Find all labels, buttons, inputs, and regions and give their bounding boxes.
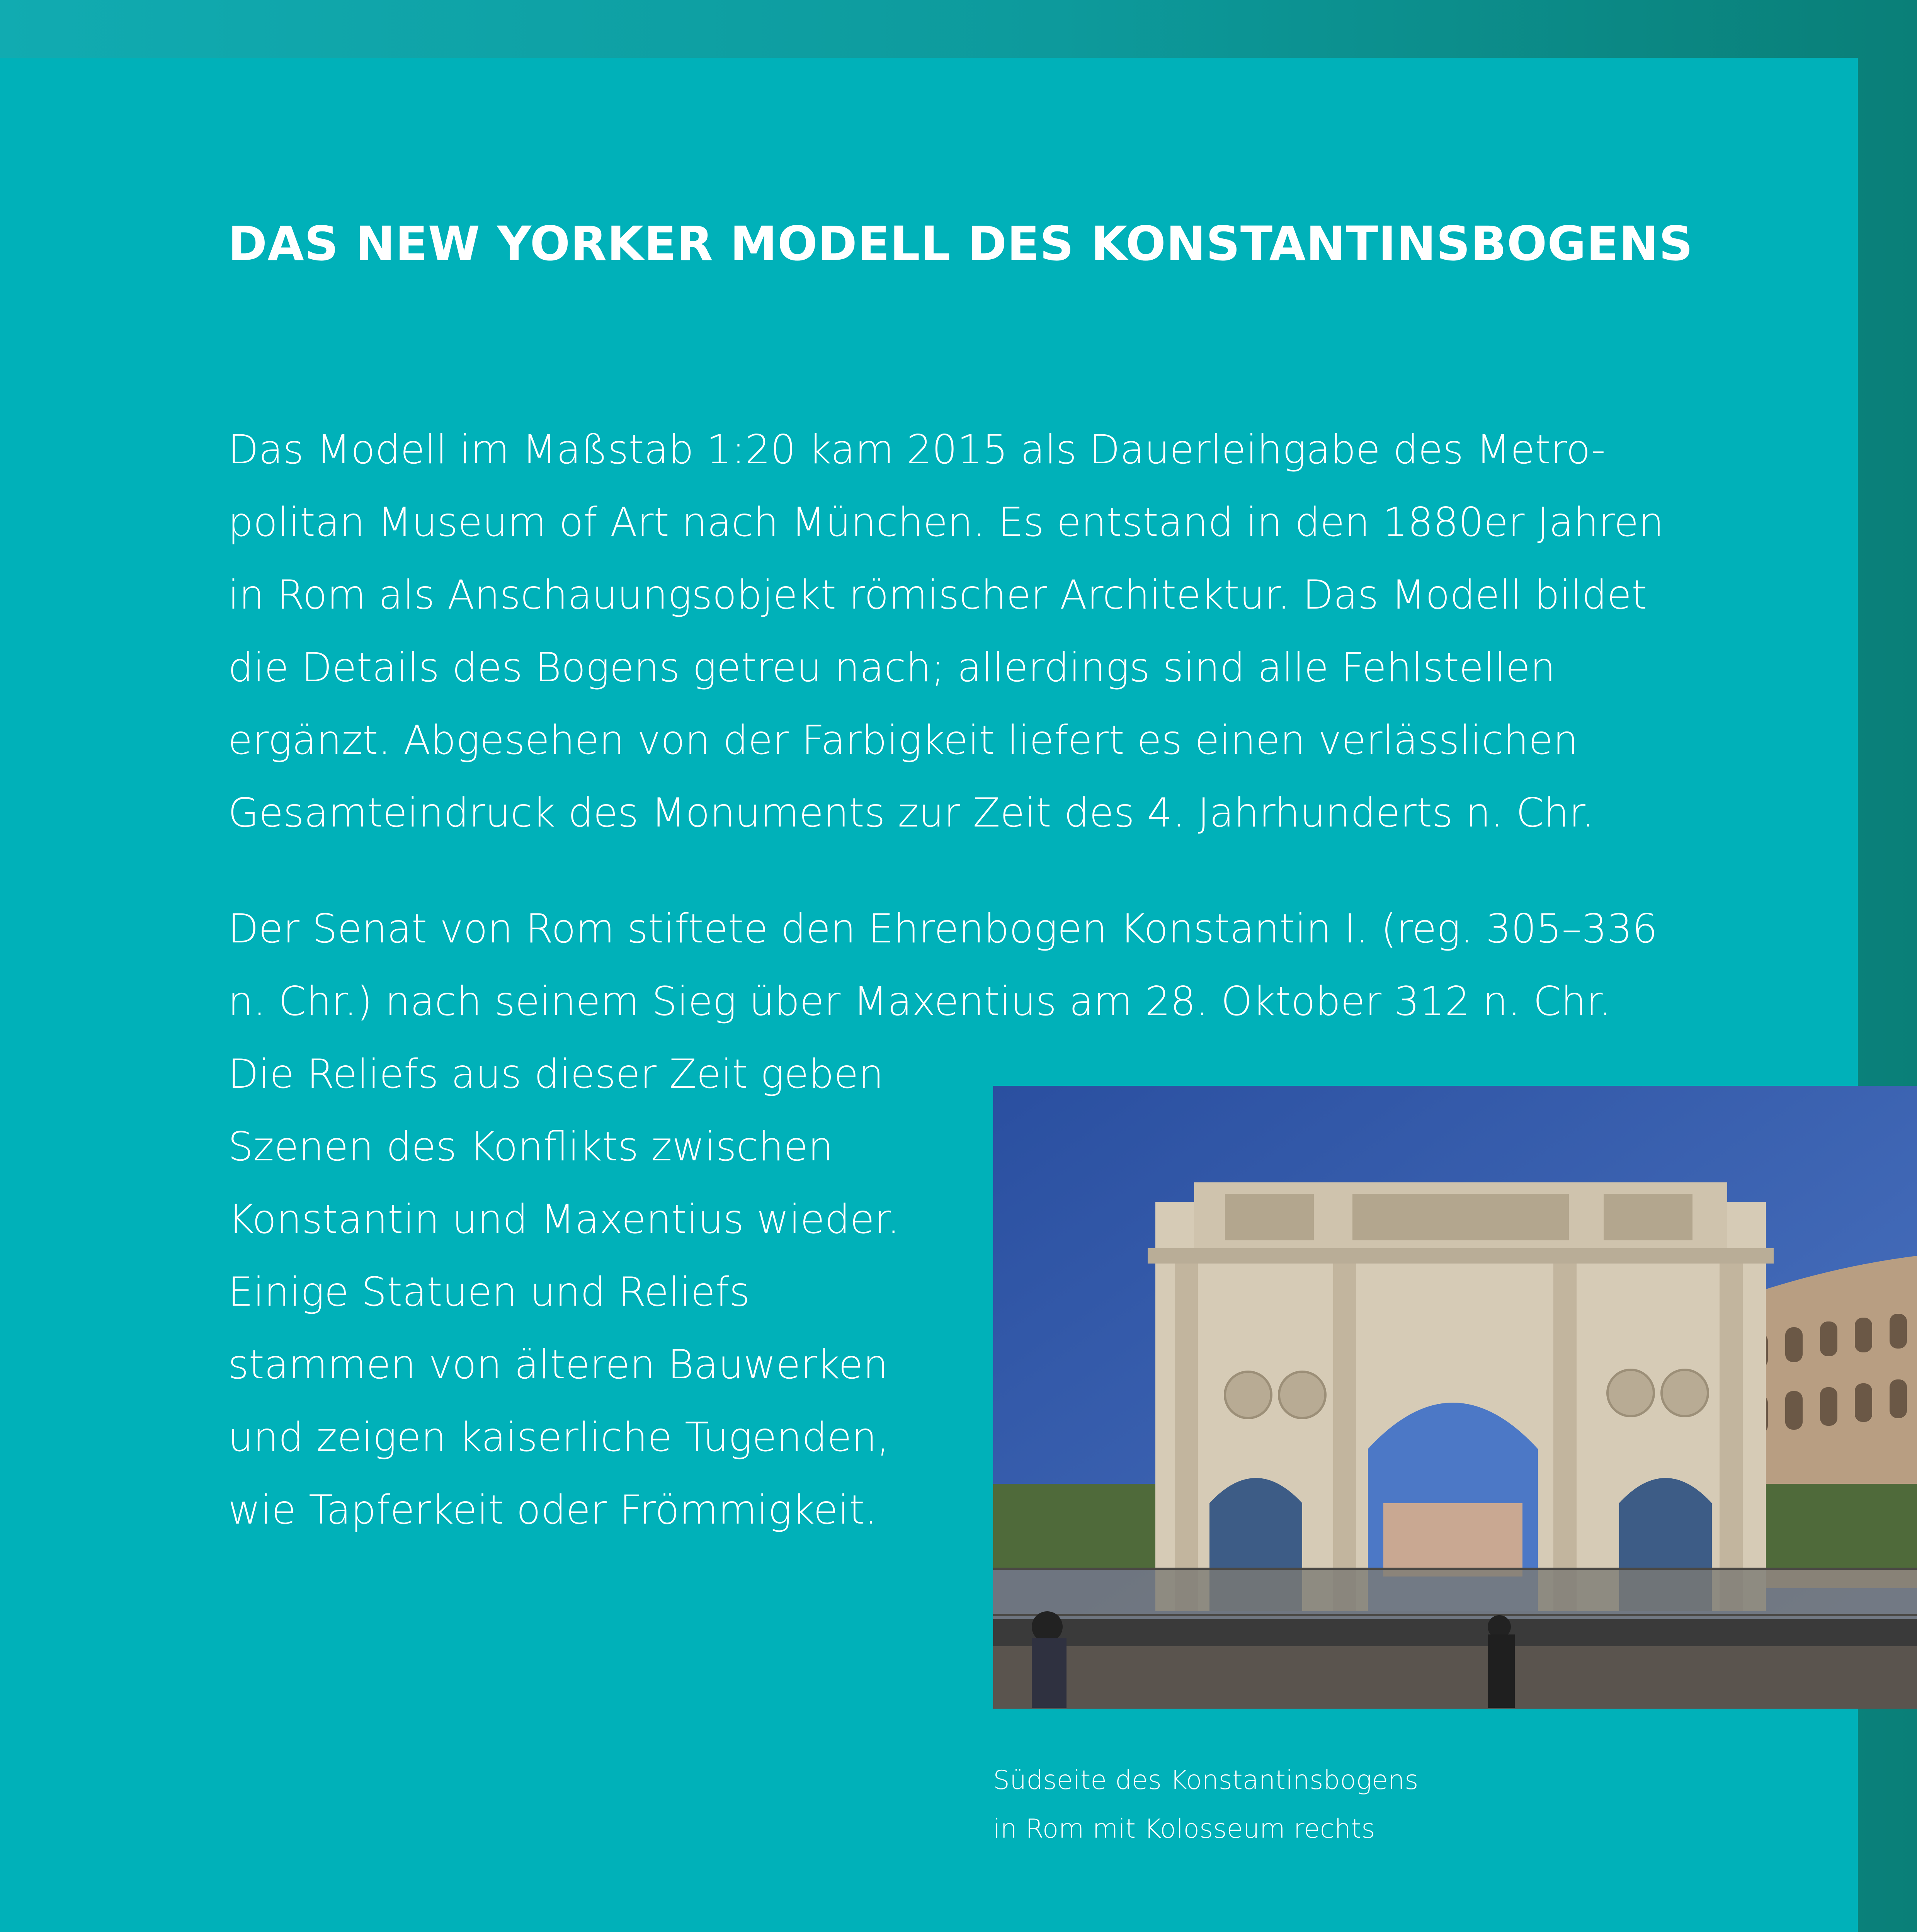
caption-line: Südseite des Konstantinsbogens [993,1765,1419,1796]
paragraph-reliefs [228,1038,962,1546]
text-line: Gesamteindruck des Monuments zur Zeit des 4. Jahrhunderts n. Chr. [228,790,1595,836]
text-line: stammen von älteren Bauwerken [228,1342,888,1388]
text-line: in Rom als Anschauungsobjekt römischer Architektur. Das Modell bildet [228,572,1647,618]
paragraph-model [228,413,1704,849]
caption-south [993,1756,1419,1854]
text-line: Der Senat von Rom stiftete den Ehrenbogen Konstantin I. (reg. 305–336 [228,906,1658,952]
paragraph-senate [228,893,1704,1038]
page-title: DAS NEW YORKER MODELL DES KONSTANTINSBOGENS [228,216,1693,271]
text-line: die Details des Bogens getreu nach; allerdings sind alle Fehlstellen [228,645,1556,691]
text-line: Die Reliefs aus dieser Zeit geben [228,1051,884,1097]
text-line: wie Tapferkeit oder Frömmigkeit. [228,1487,878,1533]
caption-line: in Rom mit Kolosseum rechts [993,1814,1375,1844]
text-line: Szenen des Konflikts zwischen [228,1124,833,1170]
text-line: n. Chr.) nach seinem Sieg über Maxentius am 28. Oktober 312 n. Chr. [228,978,1612,1025]
photo-south-side-arch [993,1086,1917,1709]
text-line: politan Museum of Art nach München. Es entstand in den 1880er Jahren [228,499,1664,546]
text-line: und zeigen kaiserliche Tugenden, [228,1414,890,1461]
text-line: ergänzt. Abgesehen von der Farbigkeit liefert es einen verlässlichen [228,717,1579,764]
text-line: Das Modell im Maßstab 1:20 kam 2015 als Dauerleihgabe des Metro- [228,427,1606,473]
text-line: Einige Statuen und Reliefs [228,1269,750,1315]
text-line: Konstantin und Maxentius wieder. [228,1196,900,1243]
